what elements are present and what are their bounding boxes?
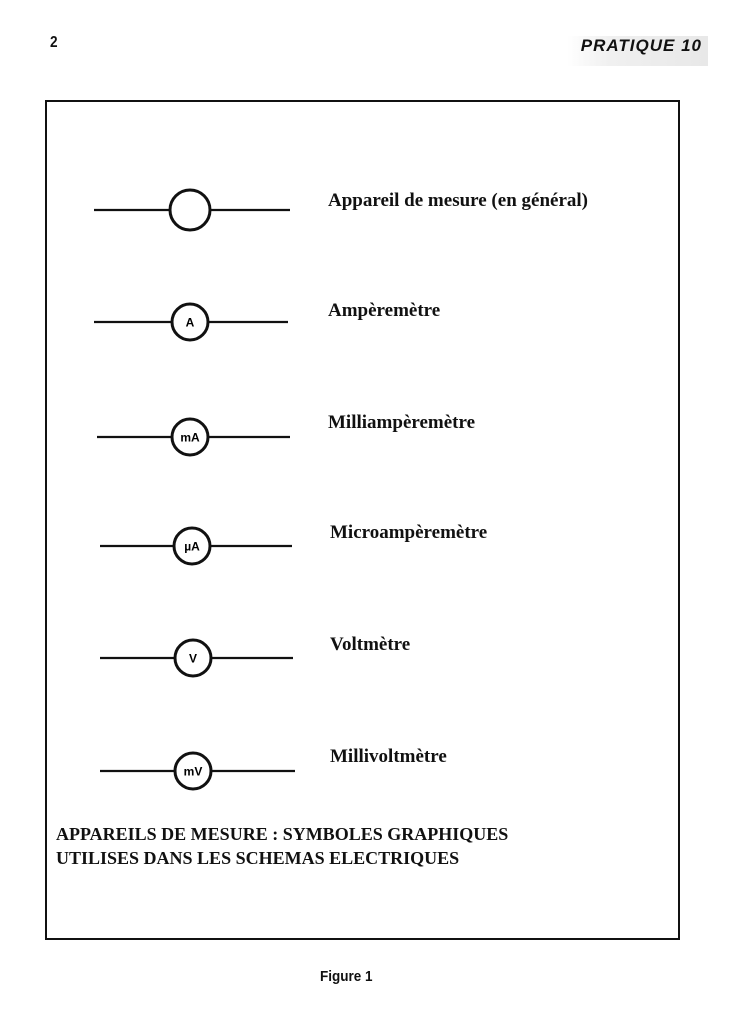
label-generic-meter: Appareil de mesure (en général) [328,190,588,211]
running-header: PRATIQUE 10 [567,36,708,66]
page-number: 2 [50,34,58,51]
label-voltmeter: Voltmètre [330,634,411,655]
label-millivoltmeter: Millivoltmètre [330,746,447,767]
symbol-letter-mv: mV [183,764,203,779]
caption-line-1: APPAREILS DE MESURE : SYMBOLES GRAPHIQUES [56,824,509,844]
caption-line-2: UTILISES DANS LES SCHEMAS ELECTRIQUES [56,848,460,868]
label-milliammeter: Milliampèremètre [328,412,476,433]
symbol-letter-ua: µA [184,539,200,554]
label-microammeter: Microampèremètre [330,522,488,543]
figure-label: Figure 1 [320,968,373,985]
symbol-generic-meter [94,190,290,230]
symbol-microammeter [100,528,292,564]
symbol-letter-v: V [188,651,198,666]
symbol-milliammeter [97,419,290,455]
symbol-ammeter [94,304,288,340]
symbol-letter-a: A [185,315,195,330]
figure-caption [56,822,676,870]
symbol-letter-ma: mA [180,430,200,445]
label-ammeter: Ampèremètre [328,300,441,321]
symbol-millivoltmeter [100,753,295,789]
symbol-voltmeter [100,640,293,676]
